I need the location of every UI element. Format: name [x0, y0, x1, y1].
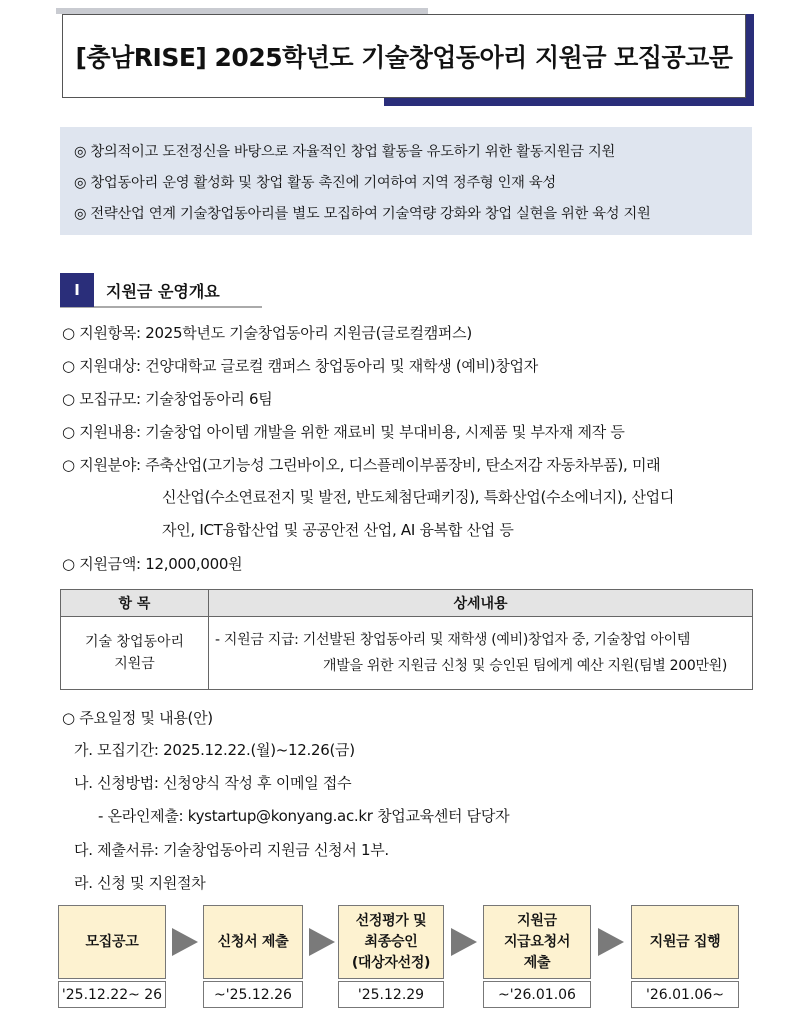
section-heading	[60, 274, 262, 308]
support-field-cont: 자인, ICT융합산업 및 공공안전 산업, AI 융복합 산업 등	[162, 521, 514, 539]
support-content: ○ 지원내용: 기술창업 아이템 개발을 위한 재료비 및 부대비용, 시제품 및 부자재 제작 등	[62, 423, 625, 441]
support-item: ○ 지원항목: 2025학년도 기술창업동아리 지원금(글로컬캠퍼스)	[62, 324, 472, 342]
flow-step-label: 신청서 제출	[217, 933, 289, 950]
title-box	[62, 14, 746, 98]
flow-step-evaluation	[338, 905, 444, 979]
flow-date: '25.12.22~ 26	[58, 981, 166, 1008]
flow-step-label: 모집공고	[85, 933, 139, 950]
flow-step-label: 지원금	[517, 912, 557, 929]
arrow-right-icon	[598, 928, 624, 956]
table-cell-item	[61, 617, 209, 690]
flow-step-label: 제출	[523, 954, 551, 971]
item-line: 지원금	[114, 656, 155, 672]
schedule-heading: ○ 주요일정 및 내용(안)	[62, 709, 213, 727]
schedule-online: - 온라인제출: kystartup@konyang.ac.kr 창업교육센터 담당자	[98, 807, 510, 825]
table-row	[61, 617, 753, 690]
flow-step-label: 최종승인	[364, 933, 418, 950]
table-header: 상세내용	[209, 590, 753, 617]
detail-line: 개발을 위한 지원금 신청 및 승인된 팀에게 예산 지원(팀별 200만원)	[323, 658, 728, 674]
arrow-right-icon	[309, 928, 335, 956]
support-field-cont: 신산업(수소연료전지 및 발전, 반도체첨단패키징), 특화산업(수소에너지), 산업디	[162, 488, 675, 506]
schedule-procedure: 라. 신청 및 지원절차	[74, 874, 206, 892]
summary-line: ◎ 창업동아리 운영 활성화 및 창업 활동 촉진에 기여하여 지역 정주형 인재 육성	[74, 175, 556, 191]
flow-step-label: 선정평가 및	[355, 912, 427, 929]
support-field: ○ 지원분야: 주축산업(고기능성 그린바이오, 디스플레이부품장비, 탄소저감 자동차부품), 미래	[62, 456, 661, 474]
flow-date: '26.01.06~	[631, 981, 739, 1008]
flow-step-request	[483, 905, 591, 979]
title-banner	[56, 8, 756, 108]
summary-line: ◎ 창의적이고 도전정신을 바탕으로 자율적인 창업 활동을 유도하기 위한 활동지원금 지원	[74, 144, 616, 160]
arrow-right-icon	[451, 928, 477, 956]
support-target: ○ 지원대상: 건양대학교 글로컬 캠퍼스 창업동아리 및 재학생 (예비)창업자	[62, 357, 538, 375]
flow-date: ~'25.12.26	[203, 981, 303, 1008]
schedule-method: 나. 신청방법: 신청양식 작성 후 이메일 접수	[74, 774, 352, 792]
section-number: Ⅰ	[60, 273, 94, 307]
table-header: 항 목	[61, 590, 209, 617]
support-amount: ○ 지원금액: 12,000,000원	[62, 555, 243, 573]
recruit-scale: ○ 모집규모: 기술창업동아리 6팀	[62, 390, 273, 408]
support-table	[60, 589, 753, 690]
flow-step-label: 지원금 집행	[649, 933, 721, 950]
flow-step-announcement	[58, 905, 166, 979]
flow-step-label: 지급요청서	[503, 933, 571, 950]
table-cell-detail	[209, 617, 753, 690]
flow-step-label: (대상자선정)	[351, 954, 431, 971]
detail-line: - 지원금 지급: 기선발된 창업동아리 및 재학생 (예비)창업자 중, 기술창업 아이템	[215, 632, 691, 648]
schedule-documents: 다. 제출서류: 기술창업동아리 지원금 신청서 1부.	[74, 841, 389, 859]
arrow-right-icon	[172, 928, 198, 956]
item-line: 기술 창업동아리	[84, 634, 185, 650]
section-title: 지원금 운영개요	[106, 281, 220, 301]
flow-date: ~'26.01.06	[483, 981, 591, 1008]
summary-box	[60, 127, 752, 235]
flow-date: '25.12.29	[338, 981, 444, 1008]
flow-step-application	[203, 905, 303, 979]
page-title: [충남RISE] 2025학년도 기술창업동아리 지원금 모집공고문	[75, 43, 733, 72]
title-decoration-side	[746, 14, 754, 106]
summary-line: ◎ 전략산업 연계 기술창업동아리를 별도 모집하여 기술역량 강화와 창업 실현을 위한 육성 지원	[74, 206, 651, 222]
schedule-period: 가. 모집기간: 2025.12.22.(월)~12.26(금)	[74, 741, 355, 759]
table-header-row	[61, 590, 753, 617]
flow-step-execution	[631, 905, 739, 979]
